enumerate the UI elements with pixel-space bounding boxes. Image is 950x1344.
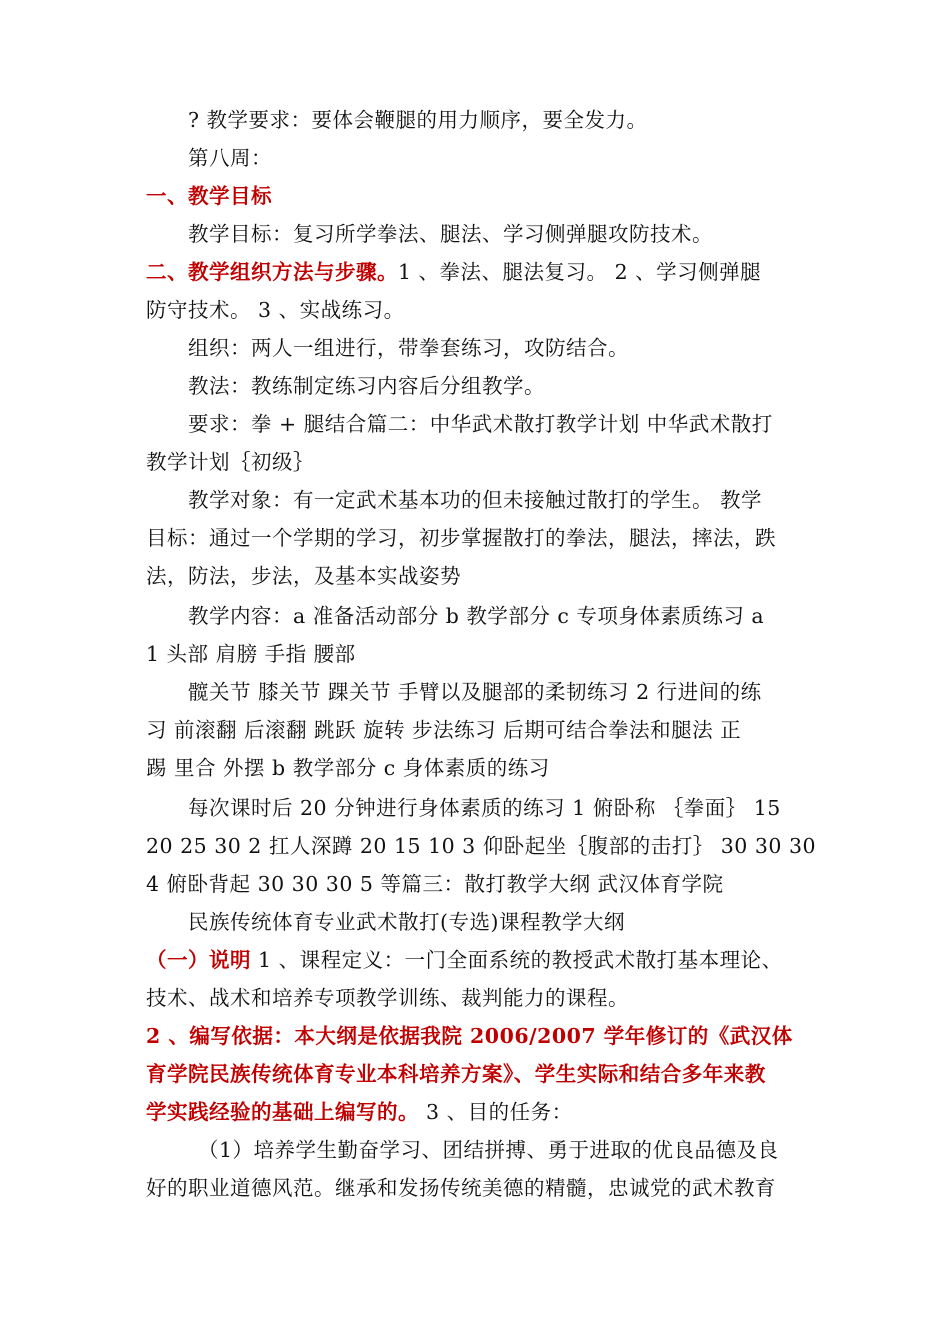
paragraph-line: 习 前滚翻 后滚翻 跳跃 旋转 步法练习 后期可结合拳法和腿法 正 [146,718,742,742]
paragraph-line: 教学目标：复习所学拳法、腿法、学习侧弹腿攻防技术。 [188,222,713,246]
section-heading: 二、教学组织方法与步骤。1 、拳法、腿法复习。 2 、学习侧弹腿 [146,260,762,284]
paragraph-line: ? 教学要求：要体会鞭腿的用力顺序，要全发力。 [188,108,648,132]
paragraph-line: 第八周： [188,146,272,170]
paragraph-line: 教学内容：a 准备活动部分 b 教学部分 c 专项身体素质练习 a [188,604,765,628]
paragraph-line: 技术、战术和培养专项教学训练、裁判能力的课程。 [146,986,629,1010]
paragraph-line: 防守技术。 3 、实战练习。 [146,298,405,322]
paragraph-line: 要求：拳 + 腿结合篇二：中华武术散打教学计划 中华武术散打 [188,412,773,436]
paragraph-line: （1）培养学生勤奋学习、团结拼搏、勇于进取的优良品德及良 [198,1138,779,1162]
paragraph-line: 1 头部 肩膀 手指 腰部 [146,642,356,666]
paragraph-line: 教学计划｛初级｝ [146,450,314,474]
highlighted-line: 育学院民族传统体育专业本科培养方案》、学生实际和结合多年来教 [146,1062,766,1086]
paragraph-line: 20 25 30 2 扛人深蹲 20 15 10 3 仰卧起坐｛腹部的击打｝ 30 30 30 [146,834,817,858]
highlighted-line: 2 、编写依据：本大纲是依据我院 2006/2007 学年修订的《武汉体 [146,1024,793,1048]
section-heading: （一）说明 1 、课程定义：一门全面系统的教授武术散打基本理论、 [146,948,783,972]
paragraph-line: 组织：两人一组进行，带拳套练习，攻防结合。 [188,336,629,360]
paragraph-line: 4 俯卧背起 30 30 30 5 等篇三：散打教学大纲 武汉体育学院 [146,872,724,896]
paragraph-line: 踢 里合 外摆 b 教学部分 c 身体素质的练习 [146,756,550,780]
paragraph-line: 教法：教练制定练习内容后分组教学。 [188,374,545,398]
paragraph-line: 目标：通过一个学期的学习，初步掌握散打的拳法，腿法，摔法，跌 [146,526,776,550]
paragraph-line: 法，防法，步法，及基本实战姿势 [146,564,461,588]
highlighted-line: 学实践经验的基础上编写的。 3 、目的任务： [146,1100,573,1124]
paragraph-line: 每次课时后 20 分钟进行身体素质的练习 1 俯卧称 ｛拳面｝ 15 [188,796,781,820]
paragraph-line: 好的职业道德风范。继承和发扬传统美德的精髓，忠诚党的武术教育 [146,1176,776,1200]
paragraph-line: 教学对象：有一定武术基本功的但未接触过散打的学生。 教学 [188,488,763,512]
section-heading: 一、教学目标 [146,184,272,208]
paragraph-line: 髋关节 膝关节 踝关节 手臂以及腿部的柔韧练习 2 行进间的练 [188,680,762,704]
paragraph-line: 民族传统体育专业武术散打(专选)课程教学大纲 [188,910,625,934]
